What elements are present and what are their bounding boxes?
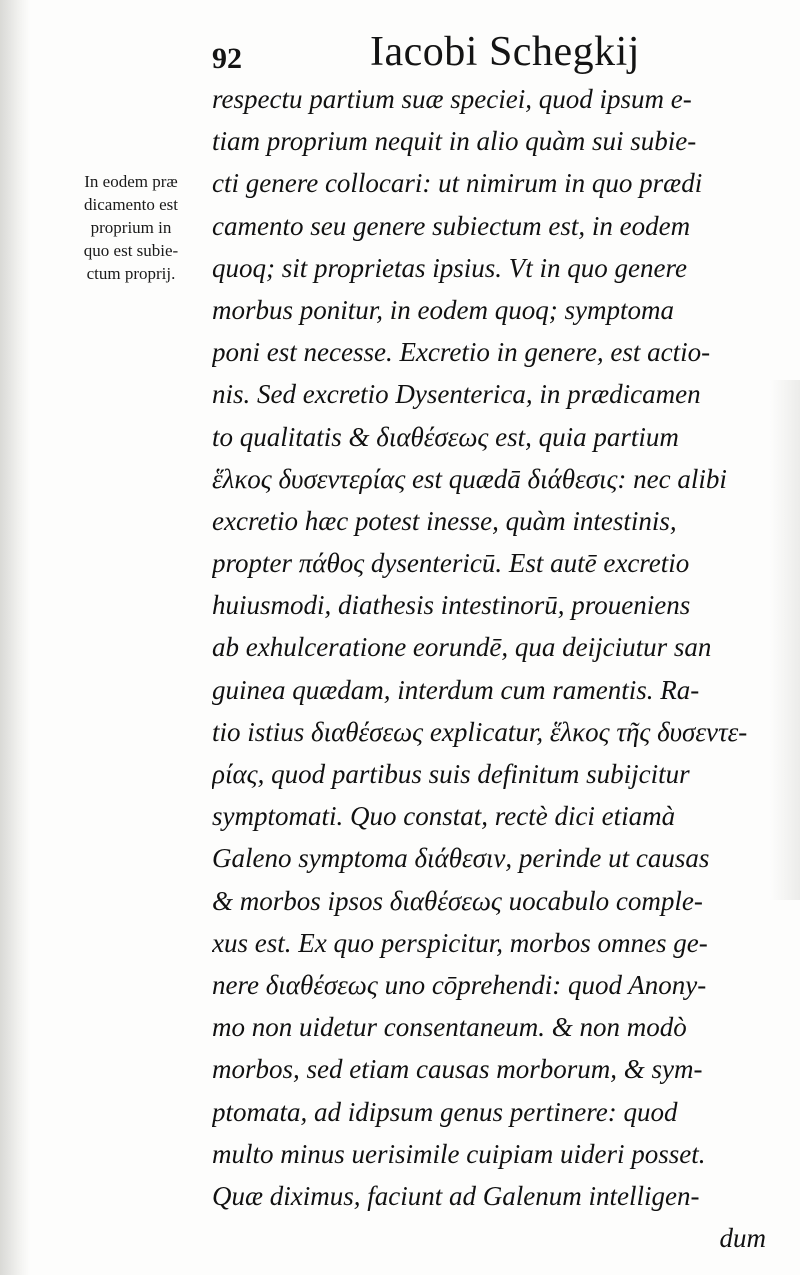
text-line: respectu partium suæ speciei, quod ipsum e- (212, 84, 692, 114)
text-line: propter πάθος dysentericū. Est autē excretio (212, 548, 690, 579)
right-edge-show-through (770, 380, 800, 900)
marginal-note (56, 170, 206, 285)
marginal-note-line: ctum proprij. (86, 264, 176, 283)
text-line: ἕλκος δυσεντερίας est quædā διάθεσις: nec alibi (212, 463, 727, 494)
text-line: quoq; sit proprietas ipsius. Vt in quo genere (212, 252, 687, 283)
text-line: guinea quædam, interdum cum ramentis. Ra- (212, 674, 700, 705)
text-line: camento seu genere subiectum est, in eodem (212, 210, 691, 241)
marginal-note-line: proprium in (90, 218, 172, 237)
text-line: xus est. Ex quo perspicitur, morbos omnes ge- (212, 927, 708, 958)
text-line: cti genere collocari: ut nimirum in quo prædi (212, 168, 703, 199)
body-text (212, 78, 772, 1259)
text-line: mo non uidetur consentaneum. & non modò (212, 1012, 687, 1043)
catchword: dum (719, 1223, 766, 1254)
text-line: nere διαθέσεως uno cōprehendi: quod Anony- (212, 969, 707, 1000)
text-line: morbus ponitur, in eodem quoq; symptoma (212, 294, 674, 325)
text-line: excretio hæc potest inesse, quàm intestinis, (212, 505, 677, 536)
marginal-note-line: quo est subie- (83, 241, 179, 260)
text-line: symptomati. Quo constat, rectè dici etiamà (212, 801, 676, 832)
running-head (208, 22, 768, 82)
text-line: to qualitatis & διαθέσεως est, quia partium (212, 421, 679, 452)
text-line: morbos, sed etiam causas morborum, & sym- (212, 1054, 703, 1085)
text-line: Quæ diximus, faciunt ad Galenum intelligen- (212, 1180, 700, 1211)
text-line: tio istius διαθέσεως explicatur, ἕλκος τῆς δυσεντε- (212, 716, 748, 747)
text-line: & morbos ipsos διαθέσεως uocabulo comple- (212, 885, 703, 916)
marginal-note-line: dicamento est (84, 195, 178, 214)
text-line: huiusmodi, diathesis intestinorū, proueniens (212, 590, 691, 621)
left-gutter-shadow (0, 0, 30, 1275)
running-title: Iacobi Schegkij (370, 29, 640, 75)
text-line: ptomata, ad idipsum genus pertinere: quod (212, 1096, 678, 1127)
text-line: tiam proprium nequit in alio quàm sui subie- (212, 126, 697, 157)
marginal-note-line: In eodem præ (84, 172, 178, 191)
text-line: nis. Sed excretio Dysenterica, in prædicamen (212, 379, 701, 410)
page-number: 92 (212, 42, 242, 75)
text-line: ab exhulceratione eorundē, qua deijciutur san (212, 632, 712, 663)
text-line: ρίας, quod partibus suis definitum subijcitur (212, 759, 690, 789)
text-line: poni est necesse. Excretio in genere, est actio- (212, 337, 711, 368)
text-line: Galeno symptoma διάθεσιν, perinde ut causas (212, 843, 710, 874)
text-line: multo minus uerisimile cuipiam uideri posset. (212, 1138, 706, 1169)
